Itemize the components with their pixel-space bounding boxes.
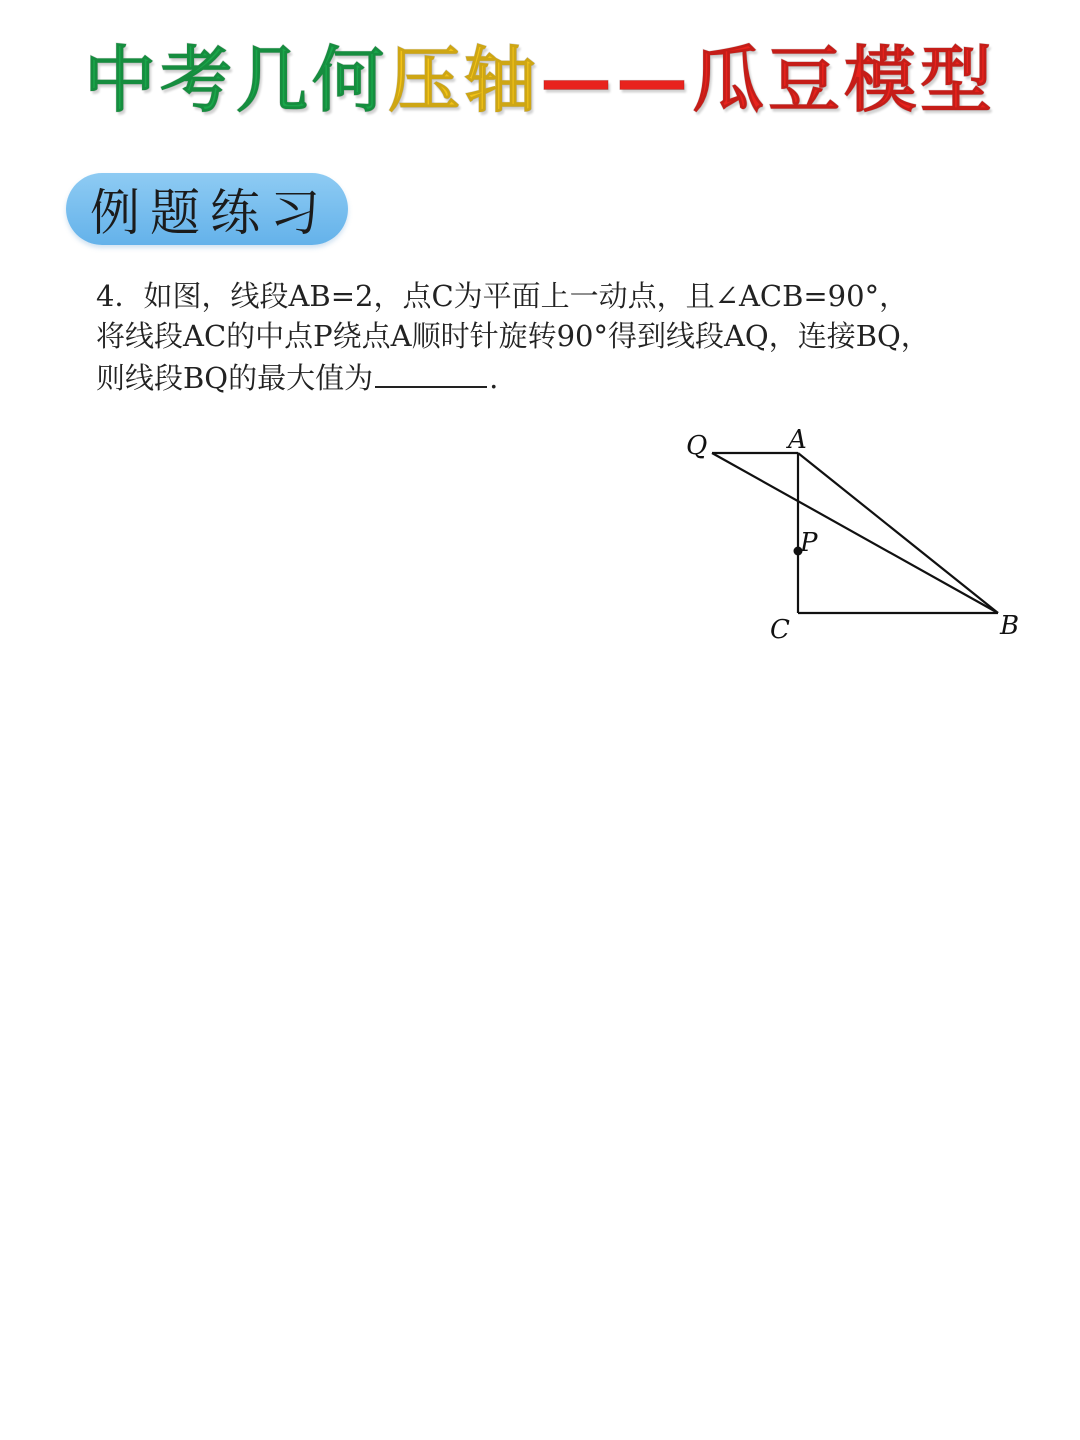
- section-badge-label: 例题练习: [90, 184, 330, 242]
- geometry-figure-svg: [660, 410, 1040, 660]
- title-part-1: 中考几何: [83, 38, 388, 122]
- label-A: A: [788, 425, 807, 455]
- segment-AB: [798, 453, 998, 613]
- title-part-3: ——瓜豆模型: [540, 38, 997, 122]
- label-Q: Q: [686, 431, 708, 461]
- label-C: C: [770, 615, 790, 645]
- problem-line-3-text: 则线段BQ的最大值为: [96, 361, 374, 395]
- title-part-2: 压轴: [387, 38, 540, 122]
- section-badge: [66, 173, 348, 245]
- problem-line-3: [96, 356, 996, 398]
- label-B: B: [1000, 611, 1020, 641]
- problem-line-1: 4．如图，线段AB=2，点C为平面上一动点，且∠ACB=90°，: [96, 279, 909, 313]
- label-P: P: [800, 528, 818, 558]
- problem-line-2: 将线段AC的中点P绕点A顺时针旋转90°得到线段AQ，连接BQ，: [96, 319, 930, 353]
- geometry-figure: [660, 410, 1040, 660]
- problem-line-3-end: .: [489, 361, 499, 395]
- problem-text: [96, 276, 996, 398]
- segment-QB: [712, 453, 998, 613]
- page-title: [0, 30, 1080, 130]
- answer-blank: [375, 356, 487, 388]
